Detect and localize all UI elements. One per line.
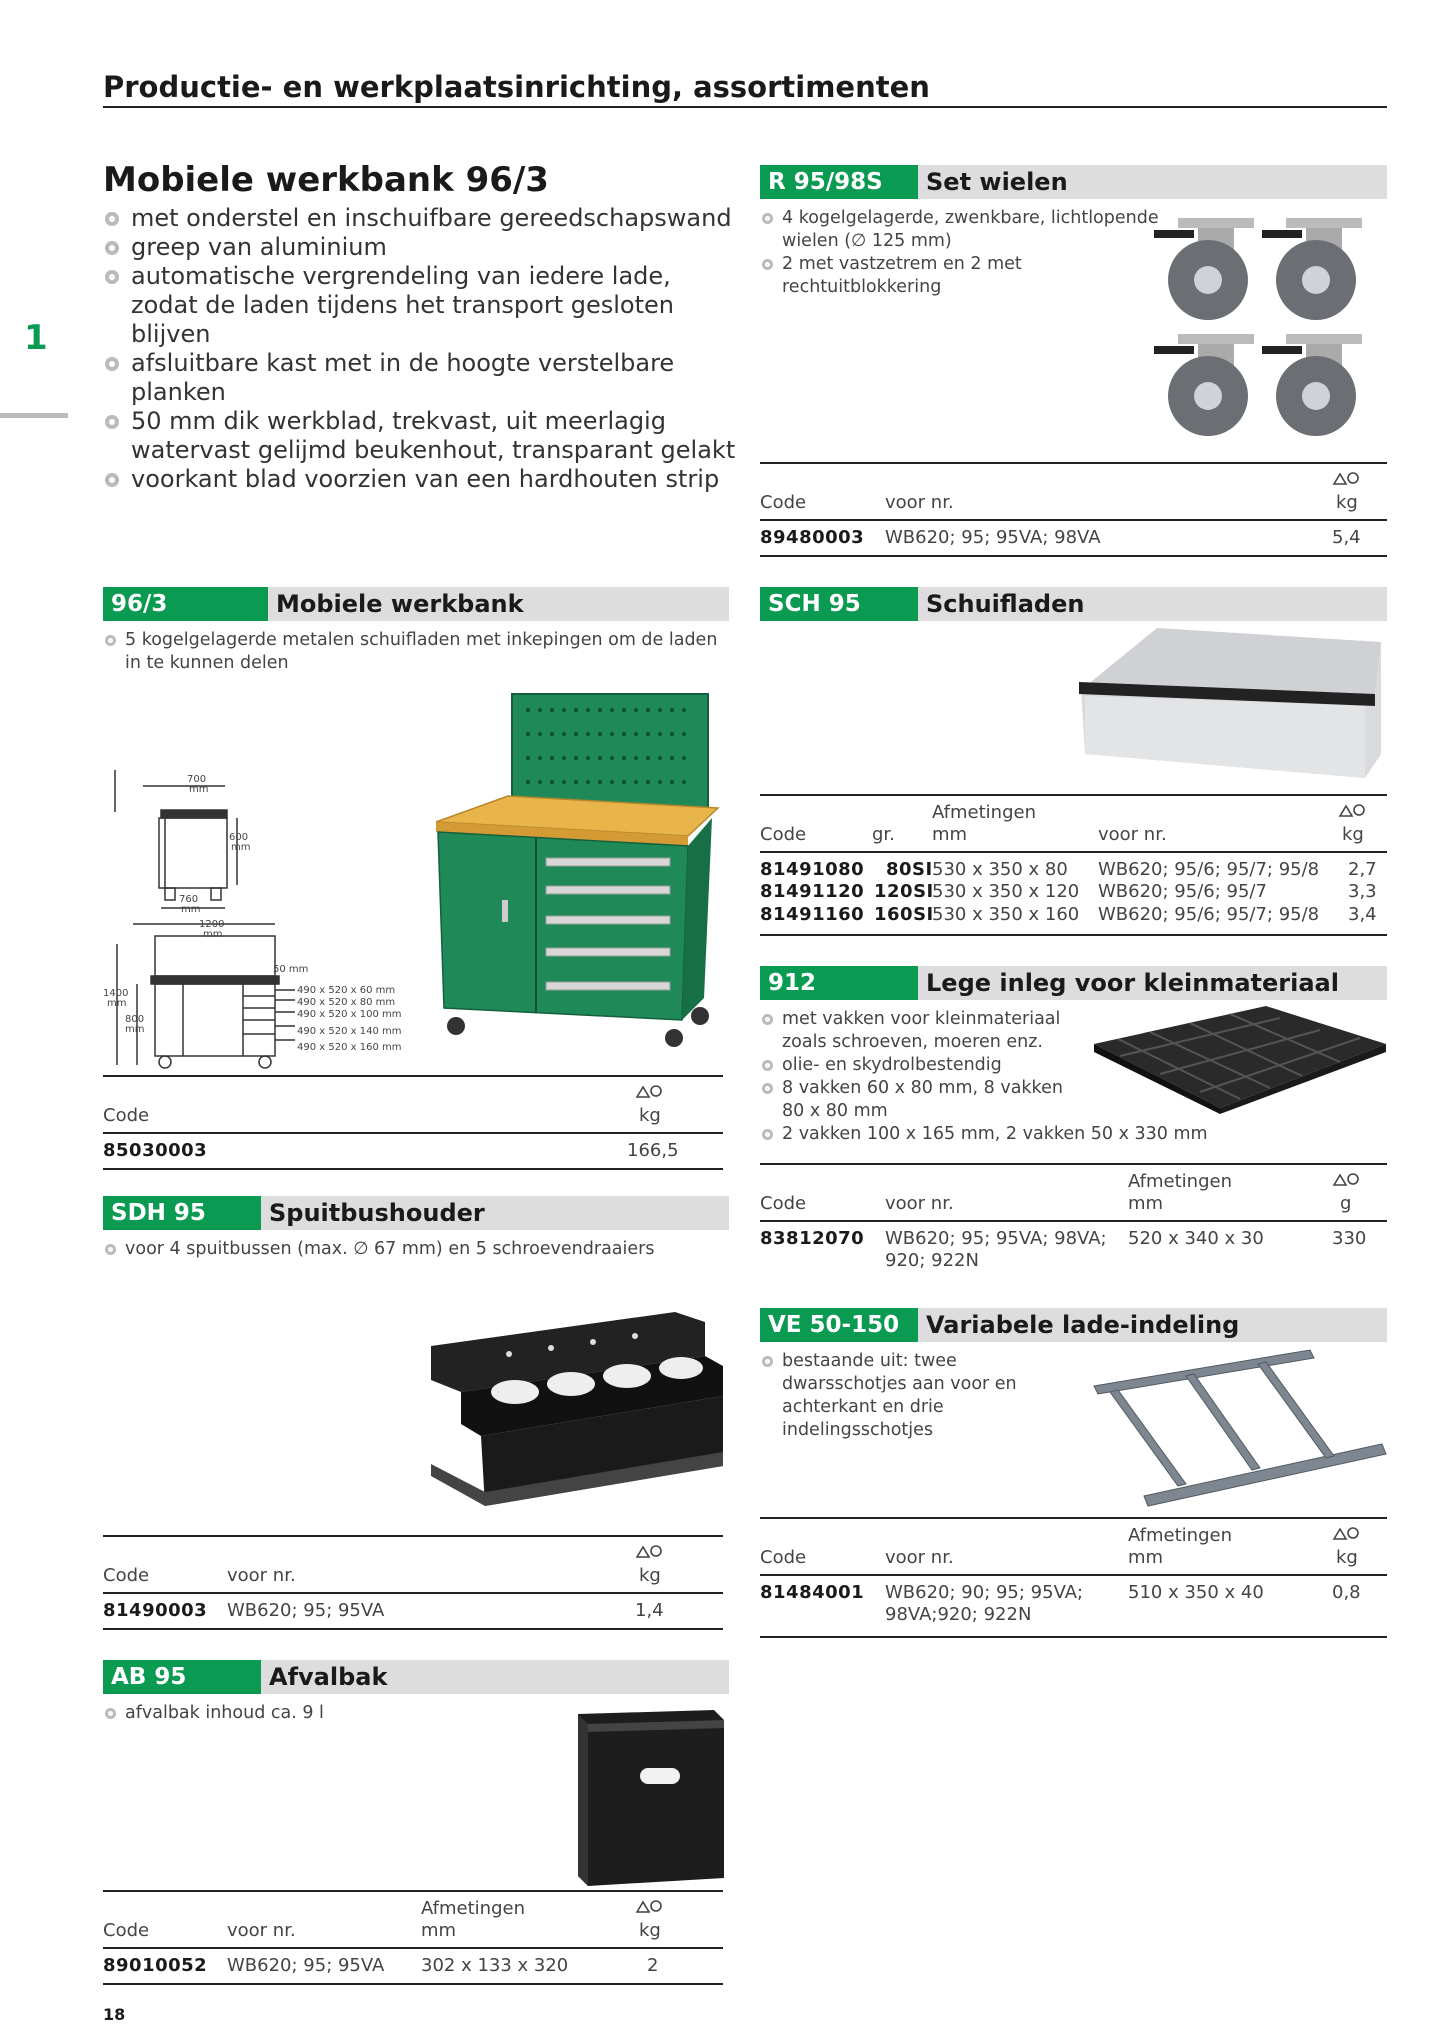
- row-for: WB620; 95; 95VA; 98VA;: [885, 1228, 1107, 1249]
- table-row: [760, 1576, 1387, 1638]
- row-g: 330: [1332, 1228, 1367, 1249]
- table-row: [760, 859, 1387, 881]
- row-code: 83812070: [760, 1228, 865, 1249]
- table-row: [103, 1594, 723, 1630]
- row-dim: 530 x 350 x 120: [932, 881, 1080, 902]
- col-dim: Afmetingen: [932, 802, 1036, 823]
- dim-unit: mm: [189, 784, 209, 795]
- product-code: VE 50-150: [760, 1308, 918, 1342]
- weight-icon: [1338, 802, 1368, 820]
- bullet-item: 2 vakken 100 x 165 mm, 2 vakken 50 x 330 mm: [760, 1123, 1380, 1146]
- chapter-marker: [0, 413, 68, 418]
- col-dim: Afmetingen: [421, 1898, 525, 1919]
- bullet-item: 4 kogelgelagerde, zwenkbare, lichtlopende wielen (∅ 125 mm): [760, 207, 1160, 253]
- row-for: WB620; 95/6; 95/7: [1098, 881, 1267, 902]
- dim-unit: mm: [107, 998, 127, 1009]
- bullet-list-912-extra: [760, 1123, 1380, 1146]
- row-code: 85030003: [103, 1140, 208, 1161]
- dim-unit: mm: [125, 1024, 145, 1035]
- row-dim: 520 x 340 x 30: [1128, 1228, 1264, 1249]
- product-code: 96/3: [103, 587, 268, 621]
- bullet-item: 5 kogelgelagerde metalen schuifladen met inkepingen om de laden in te kunnen delen: [103, 629, 723, 675]
- page-number: 18: [103, 2005, 126, 2024]
- row-code: 81491080: [760, 859, 865, 880]
- table-sdh95: [103, 1535, 723, 1630]
- dim-total-height: 1400: [103, 988, 129, 999]
- product-name: Variabele lade-indeling: [926, 1311, 1240, 1339]
- col-code: Code: [760, 824, 807, 845]
- table-963: [103, 1075, 723, 1170]
- section-header-ab95: [103, 1660, 729, 1694]
- feature-item: voorkant blad voorzien van een hardhouten strip: [103, 465, 743, 494]
- col-code: Code: [760, 492, 807, 513]
- product-code: SCH 95: [760, 587, 918, 621]
- main-title: Mobiele werkbank 96/3: [103, 160, 549, 200]
- col-dim-unit: mm: [932, 824, 968, 845]
- table-ab95: [103, 1890, 723, 1985]
- table-row: [760, 1222, 1387, 1282]
- row-dim: 530 x 350 x 160: [932, 904, 1080, 925]
- col-kg: kg: [1342, 824, 1364, 845]
- row-size: 160SI: [874, 904, 934, 925]
- spray-holder-image: [425, 1296, 725, 1516]
- drawer-dim: 490 x 520 x 60 mm: [297, 985, 396, 996]
- weight-icon: [1332, 1525, 1362, 1543]
- product-name: Set wielen: [926, 168, 1068, 196]
- bullet-list-sdh95: [103, 1238, 723, 1261]
- table-row: [760, 904, 1387, 936]
- waste-bin-image: [574, 1708, 729, 1890]
- row-code: 81484001: [760, 1582, 865, 1603]
- col-code: Code: [103, 1565, 150, 1586]
- col-code: Code: [103, 1920, 150, 1941]
- col-for: voor nr.: [227, 1920, 296, 1941]
- page-title: Productie- en werkplaatsinrichting, assortimenten: [103, 70, 930, 104]
- wheels-image: [1150, 208, 1390, 444]
- row-dim: 510 x 350 x 40: [1128, 1582, 1264, 1603]
- col-dim-unit: mm: [1128, 1193, 1164, 1214]
- row-kg: 2: [647, 1955, 659, 1976]
- bullet-list-912: [760, 1008, 1080, 1123]
- row-for: WB620; 95/6; 95/7; 95/8: [1098, 859, 1320, 880]
- row-code: 89010052: [103, 1955, 208, 1976]
- weight-icon: [1332, 1171, 1362, 1189]
- col-kg: kg: [1336, 1547, 1358, 1568]
- product-name: Schuifladen: [926, 590, 1085, 618]
- drawer-dim: 490 x 520 x 160 mm: [297, 1042, 402, 1053]
- table-sch95: [760, 794, 1387, 936]
- bullet-item: 2 met vastzetrem en 2 met rechtuitblokkering: [760, 253, 1160, 299]
- weight-icon: [635, 1083, 665, 1101]
- product-code: SDH 95: [103, 1196, 261, 1230]
- row-kg: 1,4: [635, 1600, 664, 1621]
- feature-item: automatische vergrendeling van iedere lade, zodat de laden tijdens het transport gesloten blijven: [103, 262, 743, 349]
- row-for-cont: 98VA;920; 922N: [885, 1604, 1032, 1625]
- col-code: Code: [760, 1193, 807, 1214]
- row-kg: 0,8: [1332, 1582, 1361, 1603]
- bullet-item: afvalbak inhoud ca. 9 l: [103, 1702, 723, 1725]
- row-size: 80SI: [886, 859, 933, 880]
- col-code: Code: [760, 1547, 807, 1568]
- row-for: WB620; 95; 95VA: [227, 1600, 385, 1621]
- dim-unit: mm: [203, 929, 223, 940]
- drawer-dim: 490 x 520 x 80 mm: [297, 997, 396, 1008]
- feature-item: met onderstel en inschuifbare gereedschapswand: [103, 204, 743, 233]
- col-dim: Afmetingen: [1128, 1525, 1232, 1546]
- bullet-list-963: [103, 629, 723, 675]
- col-kg: kg: [639, 1920, 661, 1941]
- product-name: Mobiele werkbank: [276, 590, 524, 618]
- col-for: voor nr.: [885, 1547, 954, 1568]
- dimension-drawing: [103, 760, 423, 1080]
- weight-icon: [635, 1543, 665, 1561]
- drawer-divider-image: [1090, 1346, 1388, 1508]
- dim-length: 1200: [199, 919, 225, 930]
- col-for: voor nr.: [227, 1565, 296, 1586]
- product-code: R 95/98S: [760, 165, 918, 199]
- section-header-ve50: [760, 1308, 1387, 1342]
- col-dim-unit: mm: [421, 1920, 457, 1941]
- weight-icon: [635, 1898, 665, 1916]
- product-code: AB 95: [103, 1660, 261, 1694]
- dim-depth: 760: [179, 894, 199, 905]
- table-row: [103, 1134, 723, 1170]
- row-code: 89480003: [760, 527, 865, 548]
- bullet-item: met vakken voor kleinmateriaal zoals schroeven, moeren enz.: [760, 1008, 1080, 1054]
- drawer-dim: 490 x 520 x 100 mm: [297, 1009, 402, 1020]
- bullet-list-ve50: [760, 1350, 1070, 1442]
- chapter-number: 1: [24, 318, 48, 358]
- row-for: WB620; 95; 95VA; 98VA: [885, 527, 1101, 548]
- dim-width: 700: [187, 774, 207, 785]
- feature-item: 50 mm dik werkblad, trekvast, uit meerlagig watervast gelijmd beukenhout, transparant gelakt: [103, 407, 743, 465]
- row-kg: 166,5: [627, 1140, 679, 1161]
- table-912: [760, 1163, 1387, 1282]
- title-rule: [103, 106, 1387, 108]
- section-header-sch95: [760, 587, 1387, 621]
- bullet-list-r95: [760, 207, 1160, 299]
- row-code: 81491120: [760, 881, 865, 902]
- col-g: g: [1340, 1193, 1352, 1214]
- col-kg: kg: [1336, 492, 1358, 513]
- col-for: voor nr.: [885, 492, 954, 513]
- product-name: Spuitbushouder: [269, 1199, 485, 1227]
- row-dim: 302 x 133 x 320: [421, 1955, 569, 1976]
- dim-unit: mm: [231, 842, 251, 853]
- dim-work-height: 800: [125, 1014, 145, 1025]
- section-header-r95: [760, 165, 1387, 199]
- row-for: WB620; 95/6; 95/7; 95/8: [1098, 904, 1320, 925]
- table-r95: [760, 462, 1387, 557]
- feature-item: afsluitbare kast met in de hoogte verstelbare planken: [103, 349, 743, 407]
- row-kg: 3,4: [1348, 904, 1377, 925]
- dim-unit: mm: [181, 904, 201, 915]
- dim-height: 600: [229, 832, 249, 843]
- row-code: 81491160: [760, 904, 865, 925]
- col-code: Code: [103, 1105, 150, 1126]
- product-name: Lege inleg voor kleinmateriaal: [926, 969, 1339, 997]
- row-code: 81490003: [103, 1600, 208, 1621]
- row-for-cont: 920; 922N: [885, 1250, 979, 1271]
- row-kg: 3,3: [1348, 881, 1377, 902]
- section-header-963: [103, 587, 729, 621]
- product-name: Afvalbak: [269, 1663, 388, 1691]
- section-header-sdh95: [103, 1196, 729, 1230]
- row-for: WB620; 95; 95VA: [227, 1955, 385, 1976]
- bullet-item: bestaande uit: twee dwarsschotjes aan voor en achterkant en drie indelingsschotjes: [760, 1350, 1070, 1442]
- table-row: [760, 521, 1387, 557]
- row-for: WB620; 90; 95; 95VA;: [885, 1582, 1084, 1603]
- col-dim: Afmetingen: [1128, 1171, 1232, 1192]
- drawer-image: [1075, 624, 1387, 784]
- col-dim-unit: mm: [1128, 1547, 1164, 1568]
- workbench-image: [432, 690, 722, 1060]
- col-kg: kg: [639, 1565, 661, 1586]
- section-header-912: [760, 966, 1387, 1000]
- insert-tray-image: [1090, 1004, 1388, 1114]
- col-size: gr.: [872, 824, 895, 845]
- table-row: [103, 1949, 723, 1985]
- weight-icon: [1332, 470, 1362, 488]
- bullet-item: 8 vakken 60 x 80 mm, 8 vakken 80 x 80 mm: [760, 1077, 1080, 1123]
- row-dim: 530 x 350 x 80: [932, 859, 1068, 880]
- table-row: [760, 881, 1387, 904]
- col-for: voor nr.: [885, 1193, 954, 1214]
- main-feature-list: [103, 204, 743, 494]
- dim-top: 50 mm: [273, 964, 309, 975]
- bullet-item: voor 4 spuitbussen (max. ∅ 67 mm) en 5 schroevendraaiers: [103, 1238, 723, 1261]
- row-kg: 5,4: [1332, 527, 1361, 548]
- table-ve50: [760, 1517, 1387, 1638]
- col-for: voor nr.: [1098, 824, 1167, 845]
- product-code: 912: [760, 966, 918, 1000]
- drawer-dim: 490 x 520 x 140 mm: [297, 1026, 402, 1037]
- bullet-item: olie- en skydrolbestendig: [760, 1054, 1080, 1077]
- feature-item: greep van aluminium: [103, 233, 743, 262]
- col-kg: kg: [639, 1105, 661, 1126]
- row-size: 120SI: [874, 881, 934, 902]
- row-kg: 2,7: [1348, 859, 1377, 880]
